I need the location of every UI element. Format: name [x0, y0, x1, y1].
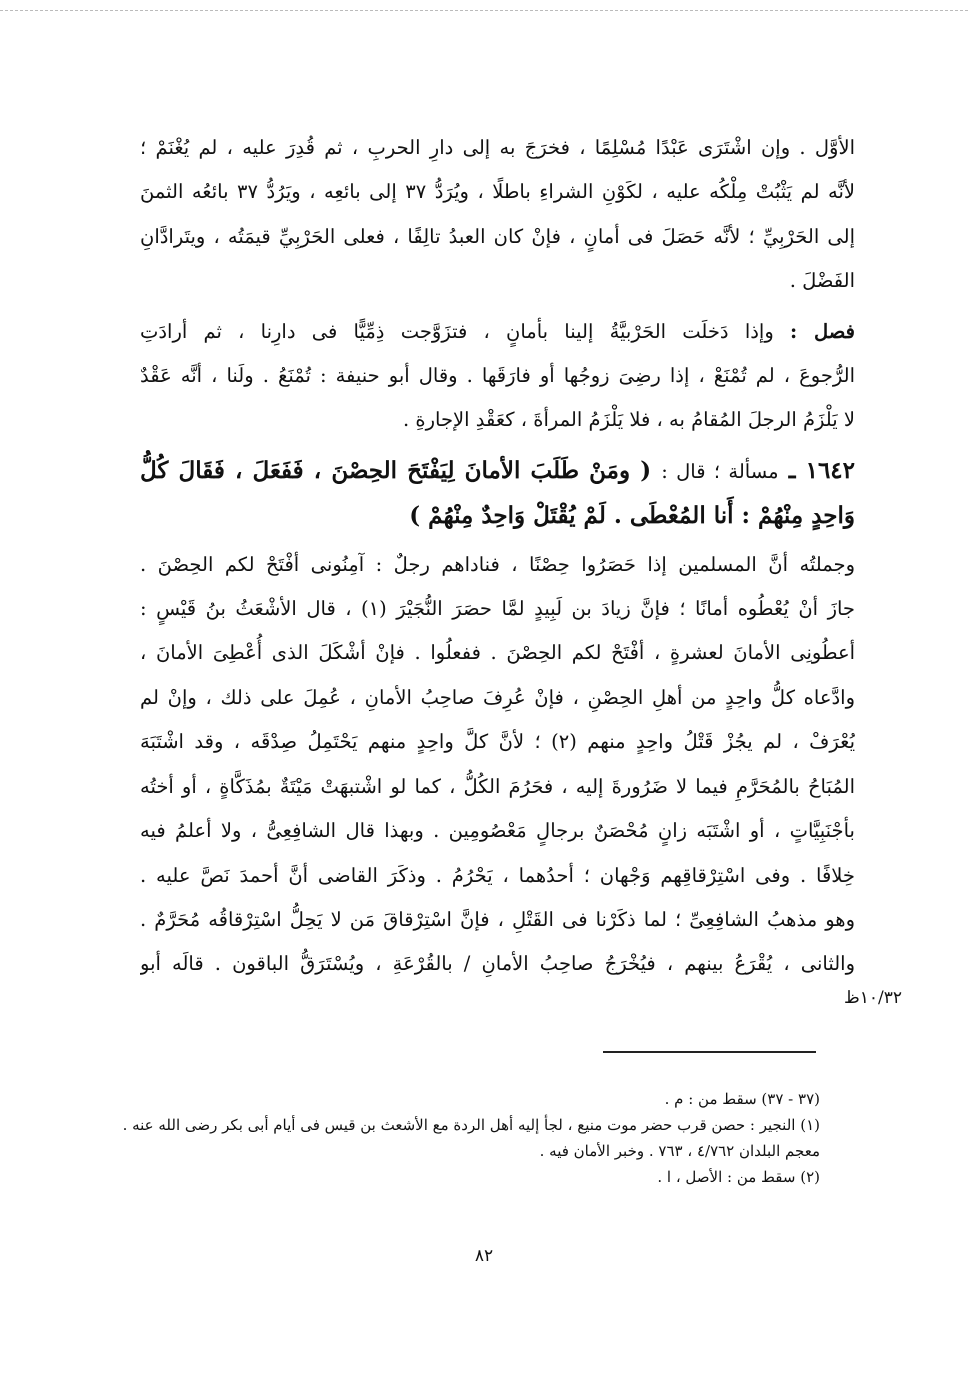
- footnote: معجم البلدان ٤/٧٦٢ ، ٧٦٣ . وخبر الأمان فيه .: [539, 1142, 820, 1160]
- footnote-separator: [603, 1051, 816, 1053]
- masala-intro: مسألة ؛ قال :: [661, 459, 779, 483]
- text-line: [140, 310, 855, 354]
- text-segment: وإذا دَخلَت الحَرْبيَّةُ إلينا بأمانٍ ، فتزَوَّجت ذِمِّيًّا فى دارِنا ، ثم أرادَتِ: [140, 319, 774, 343]
- heading-text: ( ومَنْ طَلَبَ الأمانَ لِيَفْتَحَ الحِصْنَ ، فَفَعَلَ ، فَقَالَ كُلُّ: [140, 456, 652, 484]
- main-text: [140, 126, 855, 993]
- text-line: الأوَّل . وإن اشْتَرَى عَبْدًا مُسْلِمًا ، فخرَجَ به إلى دارِ الحربِ ، ثم قُدِرَ عليه ، لم يُغْنَمْ ؛: [140, 136, 855, 159]
- masala-heading: [140, 449, 855, 539]
- section-label: فصل :: [789, 319, 855, 343]
- text-line: خِلافًا . وفى اسْتِرْقاقِهم وَجْهان ؛ أحدُهما ، يَحْرُمُ . وذكَرَ القاضى أنَّ أحمدَ نَصَّ عليه .: [140, 863, 855, 887]
- heading-line: [140, 449, 855, 494]
- text-line: والثانى ، يُقْرَعُ بينهم ، فيُخْرَجُ صاحِبُ الأمانِ / بالقُرْعَةِ ، ويُسْتَرَقُّ الباقون . قالَه أبو: [140, 952, 855, 976]
- paragraph-1: [140, 126, 855, 304]
- scan-top-edge: [0, 10, 968, 15]
- heading-line: وَاحِدٍ مِنْهُمْ : أَنا المُعْطَى . لَمْ يُقْتَلْ وَاحِدٌ مِنْهُمْ ): [409, 502, 855, 530]
- text-line: أعطُونِى الأمانَ لعشرةٍ ، أفْتَحْ لكم الحِصْنَ . ففعلُوا . فإنْ أشْكَلَ الذى أُعْطِىَ الأمانَ ،: [140, 641, 855, 665]
- page-number: ٨٢: [474, 1246, 494, 1266]
- masala-number: ١٦٤٢ ـ: [788, 456, 855, 484]
- marginal-folio-note: ١٠/٣٢ظ: [844, 988, 902, 1008]
- footnote: (١) النجير : حصن قرب حضر موت منيع ، لجأ إليه أهل الردة مع الأشعث بن قيس فى أيام أبى بكر رضى الله عنه .: [122, 1116, 820, 1134]
- text-line: الرُّجوعَ ، لم تُمْنَعْ ، إذا رضِىَ زوجُها أو فارَقَها . وقال أبو حنيفة : تُمْنَعُ . ولَنا ، أنَّه عَقْدٌ: [140, 364, 855, 388]
- text-line: وهو مذهبُ الشافِعِىِّ ؛ لما ذكَرْنا فى القَتْلِ ، فإنَّ اسْتِرْقاقَ مَن لا يَحِلُّ اسْتِرْقاقُه مُحَرَّمٌ .: [140, 907, 855, 931]
- paragraph-fasl: [140, 310, 855, 443]
- text-line: وادَّعاه كلُّ واحِدٍ من أهلِ الحِصْنِ ، فإنْ عُرِفَ صاحِبُ الأمانِ ، عُمِلَ على ذلك ، وإنْ لم: [140, 685, 855, 709]
- text-line: إلى الحَرْبِيِّ ؛ لأنَّه حَصَلَ فى أمانٍ ، فإنْ كان العبدُ تالِفًا ، فعلى الحَرْبِيِّ قيمَتُه ، ويتَرادَّانِ: [140, 224, 855, 248]
- text-line: المُبَاحُ بالمُحَرَّمِ فيما لا ضَرُورةَ إليه ، فحَرُمَ الكُلُّ ، كما لو اشْتبهَتْ مَيْتَةٌ بمُذَكَّاةٍ ، أو أختُه: [140, 774, 855, 798]
- text-line: الفَضْلَ .: [789, 269, 855, 293]
- footnotes: [122, 1086, 820, 1190]
- text-line: جازَ أنْ يُعْطُوه أمانًا ؛ فإنَّ زيادَ بن لَبِيدٍ لمَّا حصَرَ النُّجَيْرَ (١) ، قال الأشْعَثُ بنُ قَيْسٍ :: [140, 597, 855, 621]
- text-line: وجملتُه أنَّ المسلمين إذا حَصَرُوا حِصْنًا ، فناداهم رجلٌ : آمِنُونى أفْتَحْ لكم الحِصْنَ .: [140, 552, 855, 576]
- text-line: لأنَّه لم يَثْبُتْ مِلْكُه عليه ، لكَوْنِ الشراءِ باطلًا ، ويُرَدُّ ٣٧ إلى بائعِه ، ويَرُدُّ ٣٧ بائعُه الثمنَ: [140, 180, 855, 204]
- footnote: (٣٧ - ٣٧) سقط من : م .: [664, 1090, 820, 1108]
- text-line: لا يَلْزَمُ الرجلَ المُقامُ به ، فلا يَلْزَمُ المرأةَ ، كعَقْدِ الإجارةِ .: [403, 408, 855, 432]
- paragraph-3: [140, 543, 855, 987]
- footnote: (٢) سقط من : الأصل ، ا .: [657, 1168, 820, 1186]
- text-line: يُعْرَفْ ، لم يجُزْ قَتْلُ واحِدٍ منهم (٢) ؛ لأنَّ كلَّ واحِدٍ منهم يَحْتَمِلُ صِدْقَه ، وقد اشْتَبَهَ: [140, 730, 855, 754]
- text-line: بأجْنَبِيَّاتٍ ، أو اشْتَبَه زانٍ مُحْصَنٌ برجالٍ مَعْصُومِين . وبهذا قال الشافِعِىُّ ، ولا أعلمُ فيه: [140, 819, 855, 843]
